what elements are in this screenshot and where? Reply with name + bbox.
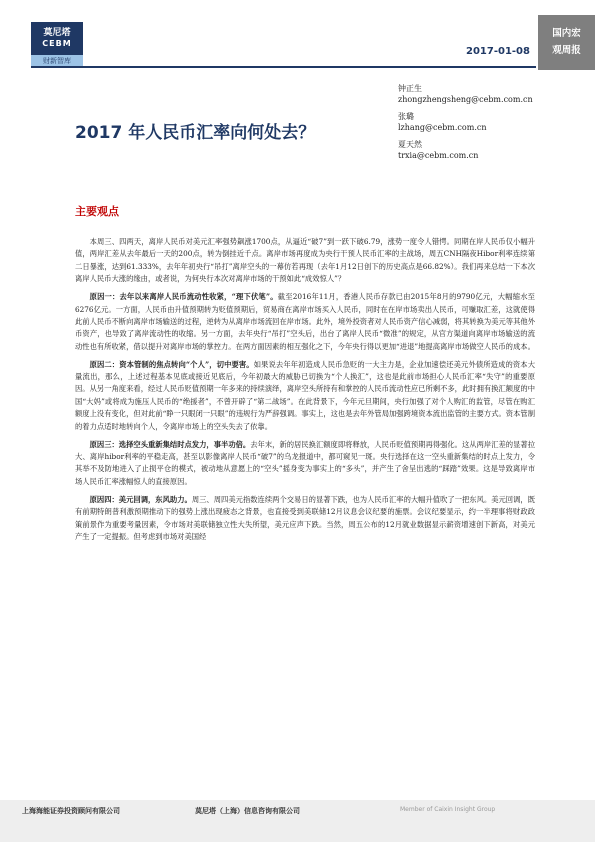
- footer-company-2: 莫尼塔（上海）信息咨询有限公司: [195, 807, 300, 815]
- author-email[interactable]: trxia@cebm.com.cn: [398, 151, 479, 160]
- author-email[interactable]: lzhang@cebm.com.cn: [398, 123, 487, 132]
- author-entry: [398, 111, 588, 133]
- author-entry: [398, 83, 588, 105]
- category-line1: 国内宏: [552, 28, 581, 39]
- cebm-logo: [31, 22, 83, 68]
- logo-tag: 财新智库: [31, 55, 83, 68]
- author-name: 张璐: [398, 112, 414, 121]
- logo-line1: 莫尼塔: [43, 28, 71, 38]
- paragraph-text: 周三、周四美元指数连续两个交易日的显著下跌，也为人民币汇率的大幅升值吹了一把东风。美元回调，既有前期特朗普利激预期推动下的强势上涨出现疲态之背景，也直接受到美联储12月议息会议纪要的施票。会议纪要显示，约一半理事将财政政策前景作为重要考量因素，令市场对美联储独立性大失所望，美元应声下跌。当然，周五公布的12月就业数据显示薪资增速创下新高，对美元产生了一定提振。但考虑到市场对美国经: [75, 494, 536, 541]
- paragraph-text: 去年末，新的居民换汇额度即将释放，人民币贬值预期再得强化。这从两岸汇差的显著拉大、离岸hibor利率的平稳走高，甚至以影像离岸人民币“破7”的乌龙报道中，都可窥见一斑。央行选择在这一空头重新集结的时点上发力，令其举不及防地进入了止损平仓的模式，被动地从意愿上的“空头”摇身变为事实上的“多头”，并产生了舍呈出逃的“踩踏”效果。这是导致离岸市场人民币汇率涨幅惊人的直接原因。: [75, 439, 535, 486]
- report-category-badge: [538, 15, 595, 70]
- paragraph-lead: 原因二：资本管制的焦点转向“个人”，切中要害。: [89, 359, 254, 369]
- author-entry: [398, 139, 588, 161]
- paragraph-lead: 原因三：选择空头重新集结时点发力，事半功倍。: [89, 439, 251, 449]
- author-name: 夏天然: [398, 140, 422, 149]
- page-footer: [0, 800, 595, 842]
- author-list: [398, 83, 588, 167]
- body-paragraph: [75, 236, 535, 286]
- paragraph-lead: 原因一：去年以来离岸人民币流动性收紧，“理下伏笔”。: [89, 292, 278, 302]
- author-name: 钟正生: [398, 84, 422, 93]
- paragraph-text: 截至2016年11月，香港人民币存款已由2015年8月的9790亿元，大幅缩水至6276亿元。一方面，人民币由升值预期转为贬值预期后，贸易商在离岸市场买入人民币，同时在在岸市场卖出人民币，可赚取汇差，这就使得此前人民币不断向离岸市场输送的过程，逆转为从离岸市场流回在岸市场。此外，境外投资者对人民币资产信心减弱，将其转换为美元等其他外币资产，也导致了离岸流动性的收缩。另一方面，去年央行“吊打”空头后，出台了离岸人民币“微准”的规定，从官方渠道向离岸市场输送的流动性也有所收紧，借以提升对离岸市场的掌控力。在两方面因素的相互强化之下，今年央行得以更加“进退”地提高离岸市场做空人民币的成本。: [75, 292, 535, 351]
- body-paragraph: [75, 494, 535, 544]
- header-divider: [31, 66, 536, 68]
- footer-company-1: 上海海能证券投资顾问有限公司: [22, 807, 120, 815]
- logo-line2: CEBM: [42, 39, 72, 48]
- body-paragraph: [75, 291, 535, 353]
- body-paragraph: [75, 359, 535, 433]
- report-body: [75, 236, 535, 549]
- report-date: 2017-01-08: [466, 46, 530, 57]
- footer-note: Member of Caixin Insight Group: [400, 806, 496, 813]
- author-email[interactable]: zhongzhengsheng@cebm.com.cn: [398, 95, 533, 104]
- paragraph-lead: 原因四：美元回调，东风助力。: [89, 494, 192, 504]
- section-title: 主要观点: [75, 205, 119, 218]
- category-line2: 观周报: [552, 45, 581, 56]
- report-header: [0, 0, 595, 70]
- report-title: 2017 年人民币汇率向何处去？: [75, 123, 316, 143]
- body-paragraph: [75, 439, 535, 489]
- paragraph-text: 如果说去年年初造成人民币急贬的一大主力是，企业加速偿还美元外债所造成的资本大量流出，那么，上述过程基本见底或接近见底后，今年初最大的威胁已切换为“个人换汇”，这也是此前市场担心人民币汇率“失守”的重要原因。从另一角度来看，经过人民币贬值预期一年多来的持续演绎，离岸空头所持有和掌控的人民币流动性应已所剩不多，此时拥有换汇额度的中国“大妈”或将成为施压人民币的“绝援者”，不曾开辟了“第二战场”。在此背景下，今年元旦期间，央行加强了对个人购汇的监管，尽管在购汇额度上没有变化，但对此前“睁一只眼闭一只眼”的违规行为严辞强调。事实上，这也是去年外管局加强跨境资本流出监管的主要方式。资本管制的着力点适时地转向个人，令离岸市场上的空头失去了依靠。: [75, 359, 535, 431]
- paragraph-text: 本周三、四两天，离岸人民币对美元汇率强势飙涨1700点，从逼近“破7”到一跃下破6.79，涨势一度令人错愕。同期在岸人民币仅小幅升值，两岸汇差从去年最后一天的200点，转为倒挂近千点。离岸市场再度成为央行干预人民币汇率的主战场，周五CNH隔夜Hibor利率连续第二日暴涨，达到61.333%，去年年初央行“吊打”离岸空头的一幕仿若再现（去年1月12日创下的历史高点是66.82%）。我们再来总结一下本次离岸人民币大涨的缘由，或者说，为何央行本次对离岸市场的干预如此“成效惊人”？: [75, 237, 535, 284]
